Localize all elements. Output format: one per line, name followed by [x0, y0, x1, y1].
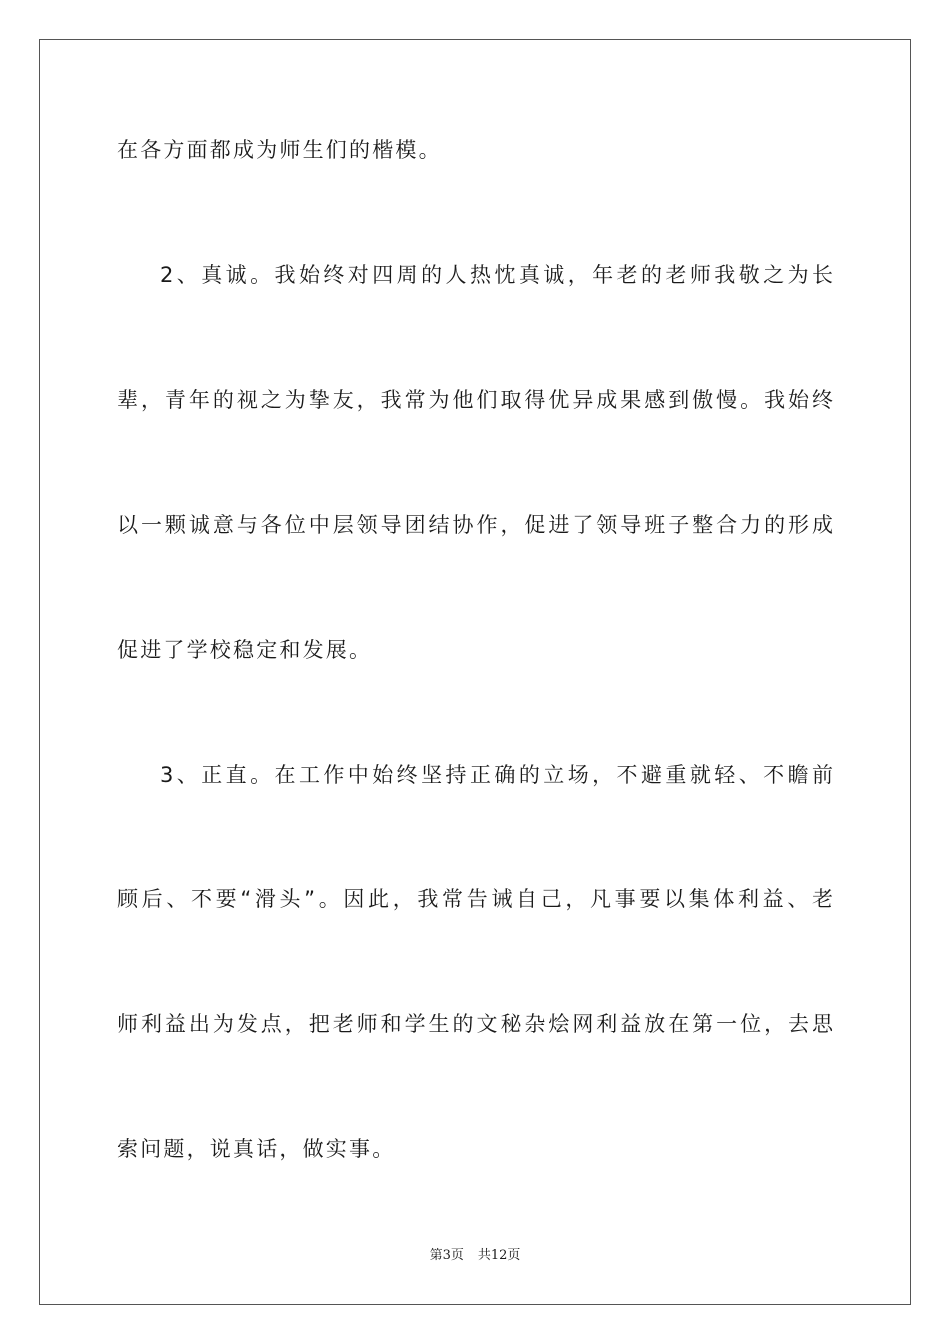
- page-total: 共12页: [477, 1248, 521, 1263]
- text-line: 索问题，说真话，做实事。: [117, 1137, 396, 1161]
- text-line: 师利益出为发点，把老师和学生的文秘杂烩网利益放在第一位，去思: [117, 1012, 833, 1036]
- text-line: 3、正直。在工作中始终坚持正确的立场，不避重就轻、不瞻前: [160, 763, 833, 787]
- text-line: 促进了学校稳定和发展。: [117, 638, 373, 662]
- text-line: 以一颗诚意与各位中层领导团结协作，促进了领导班子整合力的形成: [117, 513, 833, 537]
- page-number: 第3页: [429, 1248, 464, 1263]
- text-line: 顾后、不要“滑头”。因此，我常告诫自己，凡事要以集体利益、老: [117, 887, 833, 911]
- text-line: 2、真诚。我始终对四周的人热忱真诚，年老的老师我敬之为长: [160, 263, 833, 287]
- text-line: 在各方面都成为师生们的楷模。: [117, 138, 442, 162]
- page-footer: [0, 1247, 950, 1265]
- page-frame: [39, 39, 911, 1305]
- text-line: 辈，青年的视之为挚友，我常为他们取得优异成果感到傲慢。我始终: [117, 388, 833, 412]
